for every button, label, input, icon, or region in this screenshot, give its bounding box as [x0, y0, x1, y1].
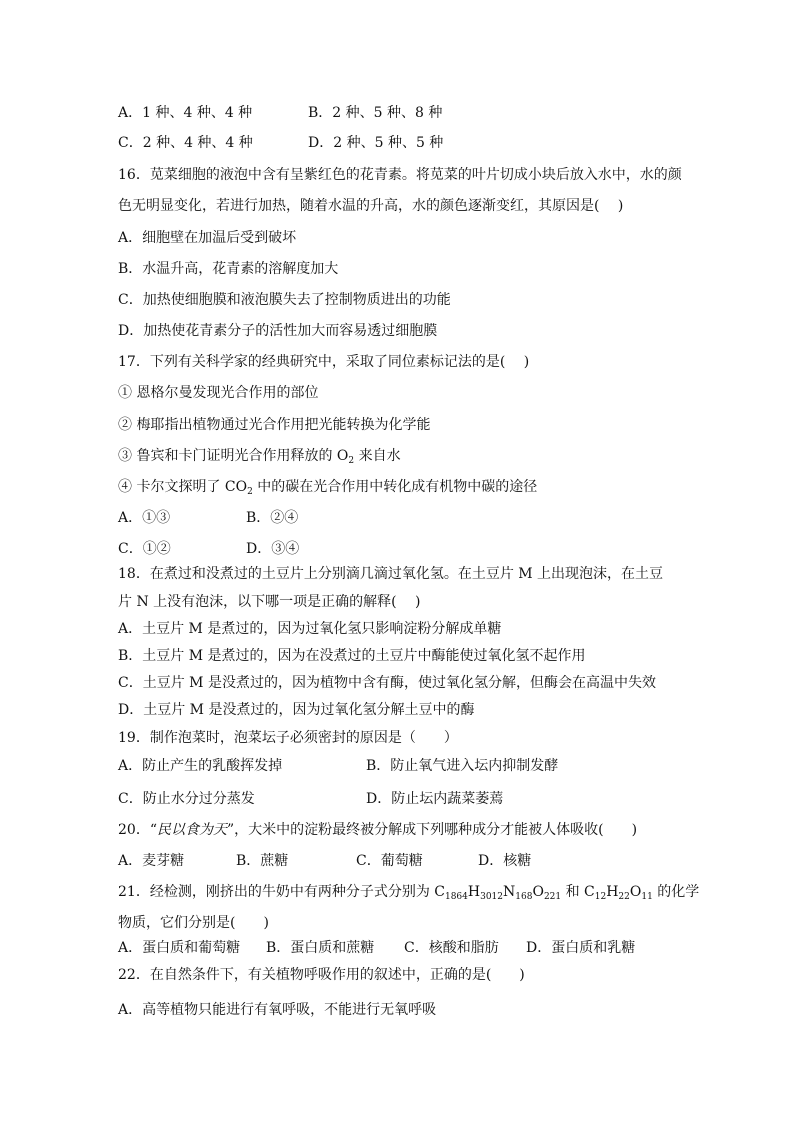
- q20-option-d: D．核糖: [478, 853, 532, 869]
- q22-option-a: A．高等植物只能进行有氧呼吸，不能进行无氧呼吸: [118, 1002, 437, 1018]
- q17-item-1: ① 恩格尔曼发现光合作用的部位: [118, 385, 319, 401]
- q17-item-4-post: 中的碳在光合作用中转化成有机物中碳的途径: [252, 479, 538, 495]
- q17-option-c: C．①②: [118, 541, 171, 557]
- q16-stem-line-2: 色无明显变化，若进行加热，随着水温的升高，水的颜色逐渐变红，其原因是( ): [118, 198, 624, 214]
- q17-option-a: A．①③: [118, 510, 171, 526]
- q21-f2-h-label: H: [606, 884, 619, 900]
- q21-option-b: B．蛋白质和蔗糖: [266, 940, 375, 956]
- q21-stem-pre: 21．经检测，刚挤出的牛奶中有两种分子式分别为 C: [118, 884, 445, 900]
- q17-item-3: [118, 447, 401, 465]
- q15-option-b: B．2 种、5 种、8 种: [308, 105, 443, 121]
- q21-f2-o: 11: [641, 892, 653, 902]
- q18-option-d: D．土豆片 M 是没煮过的，因为过氧化氢分解土豆中的酶: [118, 702, 475, 718]
- q18-option-c: C．土豆片 M 是没煮过的，因为植物中含有酶，使过氧化氢分解，但酶会在高温中失效: [118, 675, 656, 691]
- q17-item-3-pre: ③ 鲁宾和卡门证明光合作用释放的 O: [118, 448, 349, 464]
- q17-item-2: ② 梅耶指出植物通过光合作用把光能转换为化学能: [118, 417, 431, 433]
- q17-item-4-sub: 2: [247, 487, 253, 497]
- q19-option-b: B．防止氧气进入坛内抑制发酵: [366, 758, 559, 774]
- q15-option-d: D．2 种、5 种、5 种: [308, 135, 444, 151]
- q21-f2-h: 22: [618, 892, 630, 902]
- q17-item-4: [118, 478, 537, 496]
- q20-stem-pre: 20．“: [118, 822, 157, 838]
- q21-f2-c: 12: [594, 892, 607, 902]
- q16-option-a: A．细胞壁在加温后受到破坏: [118, 230, 297, 246]
- q21-option-c: C．核酸和脂肪: [404, 940, 499, 956]
- q15-option-a: A．1 种、4 种、4 种: [118, 105, 253, 121]
- q21-option-d: D．蛋白质和乳糖: [526, 940, 636, 956]
- q21-option-a: A．蛋白质和葡萄糖: [118, 940, 241, 956]
- q17-item-3-sub: 2: [348, 456, 355, 466]
- q16-option-b: B．水温升高，花青素的溶解度加大: [118, 261, 339, 277]
- q18-stem-line-1: 18．在煮过和没煮过的土豆片上分别滴几滴过氧化氢。在土豆片 M 上出现泡沫，在土豆: [118, 566, 664, 582]
- q21-f1-n: 168: [515, 892, 533, 902]
- q21-f1-o: 221: [543, 892, 562, 902]
- q21-stem-post: 的化学: [652, 884, 700, 900]
- q17-item-3-post: 来自水: [354, 448, 401, 464]
- q21-stem-line-1: [118, 883, 699, 901]
- q19-stem: 19．制作泡菜时，泡菜坛子必须密封的原因是（ ）: [118, 730, 458, 746]
- q17-item-4-pre: ④ 卡尔文探明了 CO: [118, 479, 248, 495]
- q20-option-c: C．葡萄糖: [356, 853, 423, 869]
- q21-f1-c: 1864: [444, 892, 468, 902]
- q19-option-c: C．防止水分过分蒸发: [118, 791, 255, 807]
- q19-option-d: D．防止坛内蔬菜萎蔫: [366, 791, 504, 807]
- q20-option-a: A．麦芽糖: [118, 853, 185, 869]
- q17-stem: 17．下列有关科学家的经典研究中，采取了同位素标记法的是( ): [118, 354, 530, 370]
- q18-option-a: A．土豆片 M 是煮过的，因为过氧化氢只影响淀粉分解成单糖: [118, 621, 502, 637]
- q16-option-d: D．加热使花青素分子的活性加大而容易透过细胞膜: [118, 323, 438, 339]
- q22-stem: 22．在自然条件下，有关植物呼吸作用的叙述中，正确的是( ): [118, 967, 525, 983]
- q20-option-b: B．蔗糖: [236, 853, 289, 869]
- q15-option-c: C．2 种、4 种、4 种: [118, 135, 253, 151]
- q21-stem-line-2: 物质，它们分别是( ): [118, 915, 269, 931]
- q20-stem-post: ”，大米中的淀粉最终被分解成下列哪种成分才能被人体吸收( ): [226, 822, 638, 838]
- q16-stem-line-1: 16．苋菜细胞的液泡中含有呈紫红色的花青素。将苋菜的叶片切成小块后放入水中，水的颜: [118, 167, 682, 183]
- q21-f1-h: 3012: [480, 892, 504, 902]
- q20-stem-quote: 民以食为天: [156, 822, 227, 838]
- q21-f1-h-label: H: [467, 884, 481, 900]
- q16-option-c: C．加热使细胞膜和液泡膜失去了控制物质进出的功能: [118, 292, 451, 308]
- q21-f1-n-label: N: [503, 884, 516, 900]
- q21-f1-o-label: O: [532, 884, 544, 900]
- q19-option-a: A．防止产生的乳酸挥发掉: [118, 758, 283, 774]
- q17-option-b: B．②④: [246, 510, 299, 526]
- q18-option-b: B．土豆片 M 是煮过的，因为在没煮过的土豆片中酶能使过氧化氢不起作用: [118, 648, 586, 664]
- q18-stem-line-2: 片 N 上没有泡沫，以下哪一项是正确的解释( ): [118, 594, 421, 610]
- q21-f2-o-label: O: [629, 884, 642, 900]
- q21-mid: 和 C: [561, 884, 595, 900]
- q17-option-d: D．③④: [246, 541, 300, 557]
- q20-stem: [118, 821, 637, 839]
